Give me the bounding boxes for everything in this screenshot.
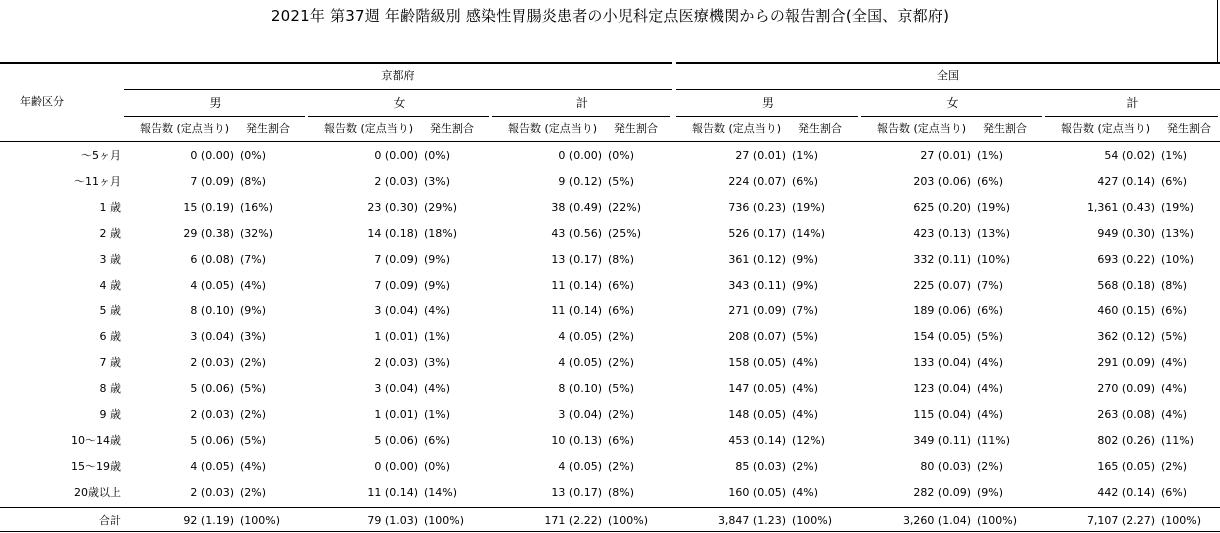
count-cell: 148 (0.05) — [728, 408, 786, 421]
count-cell: 0 (0.00) — [374, 149, 418, 162]
rate-cell: (4%) — [977, 382, 1004, 395]
total-rate-cell: (100%) — [792, 514, 833, 527]
rate-cell: (19%) — [1161, 201, 1195, 214]
count-cell: 1 (0.01) — [374, 408, 418, 421]
count-cell: 4 (0.05) — [558, 330, 602, 343]
rate-cell: (4%) — [1161, 356, 1188, 369]
count-cell: 224 (0.07) — [728, 175, 786, 188]
count-cell: 165 (0.05) — [1097, 460, 1155, 473]
count-cell: 13 (0.17) — [551, 253, 602, 266]
rate-cell: (1%) — [977, 149, 1004, 162]
rate-cell: (2%) — [240, 408, 267, 421]
count-cell: 4 (0.05) — [190, 460, 234, 473]
rate-cell: (9%) — [424, 253, 451, 266]
count-cell: 282 (0.09) — [913, 486, 971, 499]
rate-cell: (1%) — [1161, 149, 1188, 162]
total-count-cell: 92 (1.19) — [183, 514, 234, 527]
page-title: 2021年 第37週 年齢階級別 感染性胃腸炎患者の小児科定点医療機関からの報告割合(全国、京都府) — [270, 7, 950, 25]
count-cell: 11 (0.14) — [367, 486, 418, 499]
total-rate-cell: (100%) — [240, 514, 281, 527]
rate-cell: (10%) — [977, 253, 1011, 266]
age-label: 7 歳 — [99, 356, 121, 369]
rate-cell: (8%) — [1161, 279, 1188, 292]
rate-cell: (4%) — [792, 408, 819, 421]
count-cell: 23 (0.30) — [367, 201, 418, 214]
count-cell: 5 (0.06) — [190, 434, 234, 447]
rate-cell: (3%) — [424, 175, 451, 188]
count-cell: 203 (0.06) — [913, 175, 971, 188]
age-label: 4 歳 — [99, 279, 121, 292]
total-rate-cell: (100%) — [424, 514, 465, 527]
rate-cell: (6%) — [977, 304, 1004, 317]
rate-cell: (2%) — [1161, 460, 1188, 473]
table-top-rule-national — [676, 62, 1220, 64]
count-cell: 80 (0.03) — [920, 460, 971, 473]
rate-cell: (4%) — [792, 382, 819, 395]
rate-cell: (2%) — [608, 408, 635, 421]
count-cell: 343 (0.11) — [728, 279, 786, 292]
rate-subheader: 発生割合 — [614, 122, 658, 135]
age-label: 20歳以上 — [74, 486, 121, 499]
count-subheader: 報告数 (定点当り) — [877, 122, 967, 135]
rate-cell: (4%) — [424, 304, 451, 317]
count-subheader: 報告数 (定点当り) — [692, 122, 782, 135]
table-bottom-rule — [0, 531, 1220, 532]
total-rate-cell: (100%) — [608, 514, 649, 527]
rate-cell: (0%) — [424, 149, 451, 162]
rate-cell: (4%) — [1161, 408, 1188, 421]
count-cell: 3 (0.04) — [190, 330, 234, 343]
total-top-rule — [0, 507, 1220, 508]
count-subheader: 報告数 (定点当り) — [1061, 122, 1151, 135]
count-cell: 4 (0.05) — [190, 279, 234, 292]
count-cell: 38 (0.49) — [551, 201, 602, 214]
count-cell: 361 (0.12) — [728, 253, 786, 266]
count-cell: 0 (0.00) — [374, 460, 418, 473]
total-count-cell: 171 (2.22) — [544, 514, 602, 527]
count-cell: 3 (0.04) — [558, 408, 602, 421]
rate-cell: (2%) — [240, 486, 267, 499]
rate-cell: (6%) — [1161, 175, 1188, 188]
rate-cell: (4%) — [240, 460, 267, 473]
count-cell: 423 (0.13) — [913, 227, 971, 240]
rate-subheader: 発生割合 — [798, 122, 842, 135]
count-cell: 0 (0.00) — [558, 149, 602, 162]
count-cell: 693 (0.22) — [1097, 253, 1155, 266]
rate-subheader: 発生割合 — [1167, 122, 1211, 135]
rate-cell: (25%) — [608, 227, 642, 240]
count-cell: 9 (0.12) — [558, 175, 602, 188]
count-cell: 568 (0.18) — [1097, 279, 1155, 292]
age-label: 2 歳 — [99, 227, 121, 240]
rate-cell: (4%) — [240, 279, 267, 292]
age-label: 6 歳 — [99, 330, 121, 343]
count-cell: 27 (0.01) — [920, 149, 971, 162]
rate-cell: (0%) — [240, 149, 267, 162]
count-cell: 270 (0.09) — [1097, 382, 1155, 395]
region-header: 全国 — [937, 69, 959, 82]
count-cell: 123 (0.04) — [913, 382, 971, 395]
rate-cell: (19%) — [977, 201, 1011, 214]
rate-cell: (9%) — [792, 279, 819, 292]
sex-header: 女 — [393, 96, 406, 110]
count-cell: 11 (0.14) — [551, 304, 602, 317]
rate-cell: (13%) — [977, 227, 1011, 240]
age-label: 5 歳 — [99, 304, 121, 317]
rate-cell: (4%) — [977, 356, 1004, 369]
count-cell: 332 (0.11) — [913, 253, 971, 266]
count-cell: 43 (0.56) — [551, 227, 602, 240]
total-label: 合計 — [99, 514, 121, 527]
rate-cell: (8%) — [608, 253, 635, 266]
count-cell: 14 (0.18) — [367, 227, 418, 240]
rate-cell: (8%) — [240, 175, 267, 188]
rate-cell: (5%) — [1161, 330, 1188, 343]
table-top-rule — [0, 62, 672, 64]
count-cell: 4 (0.05) — [558, 460, 602, 473]
count-cell: 7 (0.09) — [374, 279, 418, 292]
region-underline — [676, 89, 1220, 90]
rate-cell: (5%) — [240, 434, 267, 447]
rate-cell: (2%) — [608, 356, 635, 369]
rate-cell: (14%) — [424, 486, 458, 499]
total-count-cell: 3,260 (1.04) — [902, 514, 971, 527]
count-cell: 85 (0.03) — [735, 460, 786, 473]
rate-cell: (5%) — [792, 330, 819, 343]
rate-cell: (9%) — [792, 253, 819, 266]
rate-cell: (6%) — [424, 434, 451, 447]
count-cell: 29 (0.38) — [183, 227, 234, 240]
count-cell: 11 (0.14) — [551, 279, 602, 292]
count-cell: 154 (0.05) — [913, 330, 971, 343]
rate-cell: (10%) — [1161, 253, 1195, 266]
count-cell: 133 (0.04) — [913, 356, 971, 369]
rate-cell: (0%) — [608, 149, 635, 162]
count-subheader: 報告数 (定点当り) — [140, 122, 230, 135]
count-cell: 442 (0.14) — [1097, 486, 1155, 499]
count-cell: 736 (0.23) — [728, 201, 786, 214]
sex-header: 計 — [1126, 96, 1139, 110]
region-header: 京都府 — [381, 69, 415, 82]
rate-cell: (18%) — [424, 227, 458, 240]
age-label: 9 歳 — [99, 408, 121, 421]
sex-underline — [1045, 116, 1218, 117]
rate-cell: (2%) — [608, 460, 635, 473]
count-cell: 8 (0.10) — [558, 382, 602, 395]
count-cell: 54 (0.02) — [1104, 149, 1155, 162]
rate-cell: (4%) — [792, 356, 819, 369]
rate-cell: (29%) — [424, 201, 458, 214]
rate-cell: (2%) — [792, 460, 819, 473]
sex-underline — [492, 116, 670, 117]
count-cell: 526 (0.17) — [728, 227, 786, 240]
sex-underline — [676, 116, 858, 117]
total-rate-cell: (100%) — [977, 514, 1018, 527]
count-cell: 7 (0.09) — [190, 175, 234, 188]
age-label: 15～19歳 — [71, 460, 121, 473]
sex-header: 計 — [575, 96, 589, 110]
sex-underline — [124, 116, 305, 117]
count-cell: 4 (0.05) — [558, 356, 602, 369]
row-header-label: 年齢区分 — [20, 95, 64, 108]
count-cell: 1,361 (0.43) — [1086, 201, 1155, 214]
count-cell: 6 (0.08) — [190, 253, 234, 266]
sex-underline — [861, 116, 1042, 117]
header-bottom-rule — [0, 141, 1220, 142]
age-label: ～11ヶ月 — [74, 175, 121, 188]
sex-header: 男 — [209, 96, 222, 110]
count-cell: 427 (0.14) — [1097, 175, 1155, 188]
count-cell: 160 (0.05) — [728, 486, 786, 499]
rate-cell: (14%) — [792, 227, 826, 240]
rate-cell: (2%) — [608, 330, 635, 343]
age-label: 1 歳 — [99, 201, 121, 214]
rate-cell: (19%) — [792, 201, 826, 214]
rate-cell: (1%) — [424, 330, 451, 343]
rate-cell: (5%) — [608, 382, 635, 395]
age-label: 3 歳 — [99, 253, 121, 266]
count-subheader: 報告数 (定点当り) — [324, 122, 414, 135]
rate-cell: (2%) — [977, 460, 1004, 473]
rate-subheader: 発生割合 — [430, 122, 474, 135]
rate-subheader: 発生割合 — [983, 122, 1027, 135]
count-cell: 802 (0.26) — [1097, 434, 1155, 447]
rate-cell: (1%) — [792, 149, 819, 162]
count-cell: 208 (0.07) — [728, 330, 786, 343]
count-cell: 2 (0.03) — [190, 356, 234, 369]
rate-cell: (12%) — [792, 434, 826, 447]
rate-cell: (32%) — [240, 227, 274, 240]
age-label: 10～14歳 — [71, 434, 121, 447]
rate-cell: (11%) — [977, 434, 1011, 447]
count-cell: 15 (0.19) — [183, 201, 234, 214]
count-cell: 349 (0.11) — [913, 434, 971, 447]
total-rate-cell: (100%) — [1161, 514, 1202, 527]
rate-cell: (9%) — [240, 304, 267, 317]
count-cell: 5 (0.06) — [374, 434, 418, 447]
rate-cell: (16%) — [240, 201, 274, 214]
sex-header: 女 — [946, 96, 959, 110]
count-cell: 1 (0.01) — [374, 330, 418, 343]
count-subheader: 報告数 (定点当り) — [508, 122, 598, 135]
rate-cell: (5%) — [608, 175, 635, 188]
count-cell: 263 (0.08) — [1097, 408, 1155, 421]
region-underline — [124, 89, 672, 90]
age-label: 8 歳 — [99, 382, 121, 395]
rate-cell: (2%) — [240, 356, 267, 369]
rate-cell: (6%) — [1161, 486, 1188, 499]
rate-cell: (5%) — [240, 382, 267, 395]
count-cell: 189 (0.06) — [913, 304, 971, 317]
sex-underline — [308, 116, 489, 117]
count-cell: 13 (0.17) — [551, 486, 602, 499]
age-label: ～5ヶ月 — [81, 149, 121, 162]
count-cell: 7 (0.09) — [374, 253, 418, 266]
rate-cell: (4%) — [792, 486, 819, 499]
count-cell: 158 (0.05) — [728, 356, 786, 369]
count-cell: 147 (0.05) — [728, 382, 786, 395]
total-count-cell: 79 (1.03) — [367, 514, 418, 527]
rate-cell: (3%) — [240, 330, 267, 343]
rate-cell: (6%) — [608, 304, 635, 317]
count-cell: 460 (0.15) — [1097, 304, 1155, 317]
rate-cell: (7%) — [792, 304, 819, 317]
count-cell: 3 (0.04) — [374, 382, 418, 395]
rate-cell: (11%) — [1161, 434, 1195, 447]
rate-cell: (3%) — [424, 356, 451, 369]
rate-cell: (6%) — [792, 175, 819, 188]
rate-cell: (4%) — [1161, 382, 1188, 395]
rate-cell: (13%) — [1161, 227, 1195, 240]
count-cell: 2 (0.03) — [190, 408, 234, 421]
rate-cell: (6%) — [977, 175, 1004, 188]
rate-cell: (0%) — [424, 460, 451, 473]
rate-cell: (6%) — [608, 279, 635, 292]
count-cell: 2 (0.03) — [374, 175, 418, 188]
rate-cell: (6%) — [608, 434, 635, 447]
rate-cell: (4%) — [977, 408, 1004, 421]
sex-header: 男 — [761, 96, 775, 110]
count-cell: 271 (0.09) — [728, 304, 786, 317]
rate-cell: (8%) — [608, 486, 635, 499]
count-cell: 5 (0.06) — [190, 382, 234, 395]
rate-cell: (5%) — [977, 330, 1004, 343]
count-cell: 453 (0.14) — [728, 434, 786, 447]
count-cell: 2 (0.03) — [374, 356, 418, 369]
rate-cell: (7%) — [977, 279, 1004, 292]
count-cell: 625 (0.20) — [913, 201, 971, 214]
count-cell: 115 (0.04) — [913, 408, 971, 421]
count-cell: 225 (0.07) — [913, 279, 971, 292]
rate-cell: (9%) — [424, 279, 451, 292]
rate-cell: (6%) — [1161, 304, 1188, 317]
rate-cell: (4%) — [424, 382, 451, 395]
count-cell: 291 (0.09) — [1097, 356, 1155, 369]
count-cell: 10 (0.13) — [551, 434, 602, 447]
rate-cell: (7%) — [240, 253, 267, 266]
count-cell: 27 (0.01) — [735, 149, 786, 162]
count-cell: 362 (0.12) — [1097, 330, 1155, 343]
count-cell: 3 (0.04) — [374, 304, 418, 317]
total-count-cell: 7,107 (2.27) — [1086, 514, 1155, 527]
rate-cell: (22%) — [608, 201, 642, 214]
rate-cell: (1%) — [424, 408, 451, 421]
count-cell: 0 (0.00) — [190, 149, 234, 162]
count-cell: 8 (0.10) — [190, 304, 234, 317]
total-count-cell: 3,847 (1.23) — [717, 514, 786, 527]
rate-subheader: 発生割合 — [246, 122, 290, 135]
count-cell: 2 (0.03) — [190, 486, 234, 499]
count-cell: 949 (0.30) — [1097, 227, 1155, 240]
rate-cell: (9%) — [977, 486, 1004, 499]
